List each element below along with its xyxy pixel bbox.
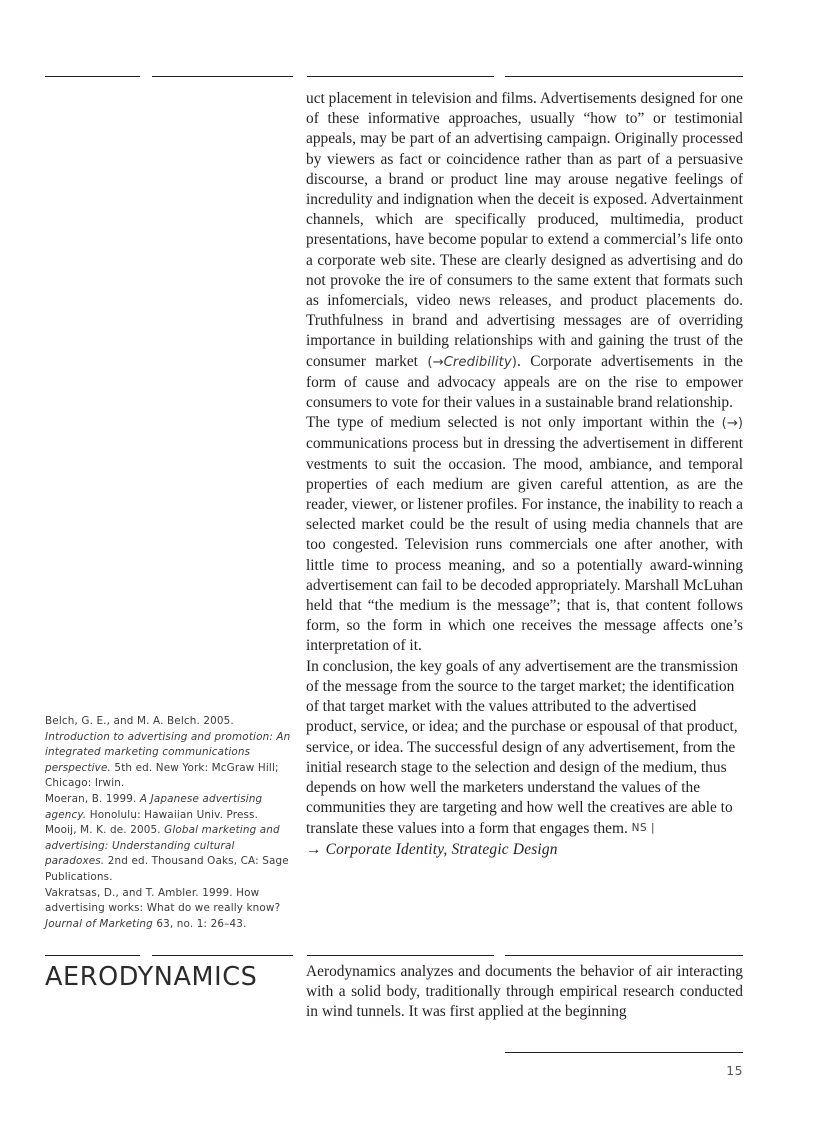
paragraph-advertainment: [306, 89, 743, 413]
page-number: 15: [726, 1063, 743, 1078]
bibliography-entry: [45, 823, 295, 885]
header-rule-2: [152, 76, 293, 77]
para1-body: uct placement in television and films. Advertisements designed for one of these informative approaches, usually “how to” or testimonial appeals, may be part of an advertising campaign. Originally processed by viewers as fact or coincidence rather than as part of a persuasive discourse, a brand or product line may arouse negative feelings of incredulity and indignation when the deceit is exposed. Advertainment channels, which are specifically produced, multimedia, product presentations, have become popular to extend a commercial’s life onto a corporate web site. These are clearly designed as advertising and do not provoke the ire of consumers to the same extent that formats such as infomercials, video news releases, and product placements do. Truthfulness in brand and advertising messages are of overriding importance in building relationships with and gaining the trust of the consumer market: [306, 90, 743, 370]
author-initials: NS |: [631, 822, 656, 835]
biblio-pre-3: Vakratsas, D., and T. Ambler. 1999. How advertising works: What do we really know?: [45, 886, 281, 915]
para2-tail: communications process but in dressing the advertisement in different vestments to suit the occasion. The mood, ambiance, and temporal properties of each medium are given careful attention, as are the reader, viewer, or listener profiles. For instance, the inability to reach a selected market could be the result of using media channels that are too congested. Television runs commercials one after another, with little time to process meaning, and so a potentially award-winning advertisement can fail to be decoded appropriately. Marshall McLuhan held that “the medium is the message”; that is, that content follows form, so the form in which one receives the message affects one’s interpretation of it.: [306, 435, 743, 655]
see-also-line[interactable]: → Corporate Identity, Strategic Design: [306, 840, 558, 858]
bibliography-list: [45, 714, 295, 932]
section-rule-3: [307, 955, 494, 956]
biblio-pre-2: Mooij, M. K. de. 2005.: [45, 824, 165, 837]
entry-body-column: [306, 962, 743, 1023]
section-rule-1: [45, 955, 140, 956]
xref-close-paren: ): [511, 354, 517, 370]
entry-body-paragraph: Aerodynamics analyzes and documents the behavior of air interacting with a solid body, traditionally through empirical research conducted in wind tunnels. It was first applied at the beginning: [306, 963, 743, 1021]
header-rule-3: [307, 76, 494, 77]
bibliography-entry: [45, 714, 295, 792]
entry-headword: AERODYNAMICS: [45, 962, 258, 992]
bibliography-entry: [45, 886, 295, 933]
paragraph-conclusion: [306, 657, 743, 840]
left-margin-column: [45, 90, 293, 1090]
biblio-title-1: A Japanese advertising agency.: [45, 792, 263, 821]
section-rule-4: [505, 955, 743, 956]
biblio-title-0: Introduction to advertising and promotion: An integrated marketing communications perspective.: [45, 730, 291, 774]
biblio-title-2: Global marketing and advertising: Understanding cultural paradoxes.: [45, 824, 280, 868]
biblio-pre-0: Belch, G. E., and M. A. Belch. 2005.: [45, 715, 234, 727]
biblio-post-0: 5th ed. New York: McGraw Hill; Chicago: Irwin.: [45, 761, 279, 790]
biblio-post-2: 2nd ed. Thousand Oaks, CA: Sage Publications.: [45, 855, 289, 883]
main-text-column: [306, 89, 743, 860]
arrow-icon: →: [432, 354, 444, 370]
biblio-title-3: Journal of Marketing: [45, 917, 153, 930]
biblio-pre-1: Moeran, B. 1999.: [45, 792, 140, 805]
cross-reference-credibility[interactable]: Credibility: [443, 354, 512, 370]
paragraph-medium-type: [306, 413, 743, 656]
section-rule-2: [152, 955, 293, 956]
xref-open-paren: (: [427, 354, 433, 370]
header-rule-1: [45, 76, 140, 77]
bibliography-entry: [45, 792, 295, 823]
footer-rule: [505, 1052, 743, 1053]
para2-head: The type of medium selected is not only important within the: [306, 414, 722, 432]
arrow-icon: (→): [721, 416, 743, 432]
para3-body: In conclusion, the key goals of any advertisement are the transmission of the message from the source to the target market; the identification of that target market with the values attributed to the advertised product, service, or idea; and the purchase or espousal of that product, service, or idea. The successful design of any advertisement, from the initial research stage to the selection and design of the medium, thus depends on how well the marketers understand the values of the communities they are targeting and how well the creatives are able to translate these values into a form that engages them.: [306, 657, 739, 838]
para1-tail: . Corporate advertisements in the form of cause and advocacy appeals are on the rise to empower consumers to vote for their values in a sustainable brand relationship.: [306, 352, 743, 412]
biblio-post-1: Honolulu: Hawaiian Univ. Press.: [86, 808, 259, 821]
header-rule-4: [505, 76, 743, 77]
biblio-post-3: 63, no. 1: 26–43.: [152, 917, 247, 930]
